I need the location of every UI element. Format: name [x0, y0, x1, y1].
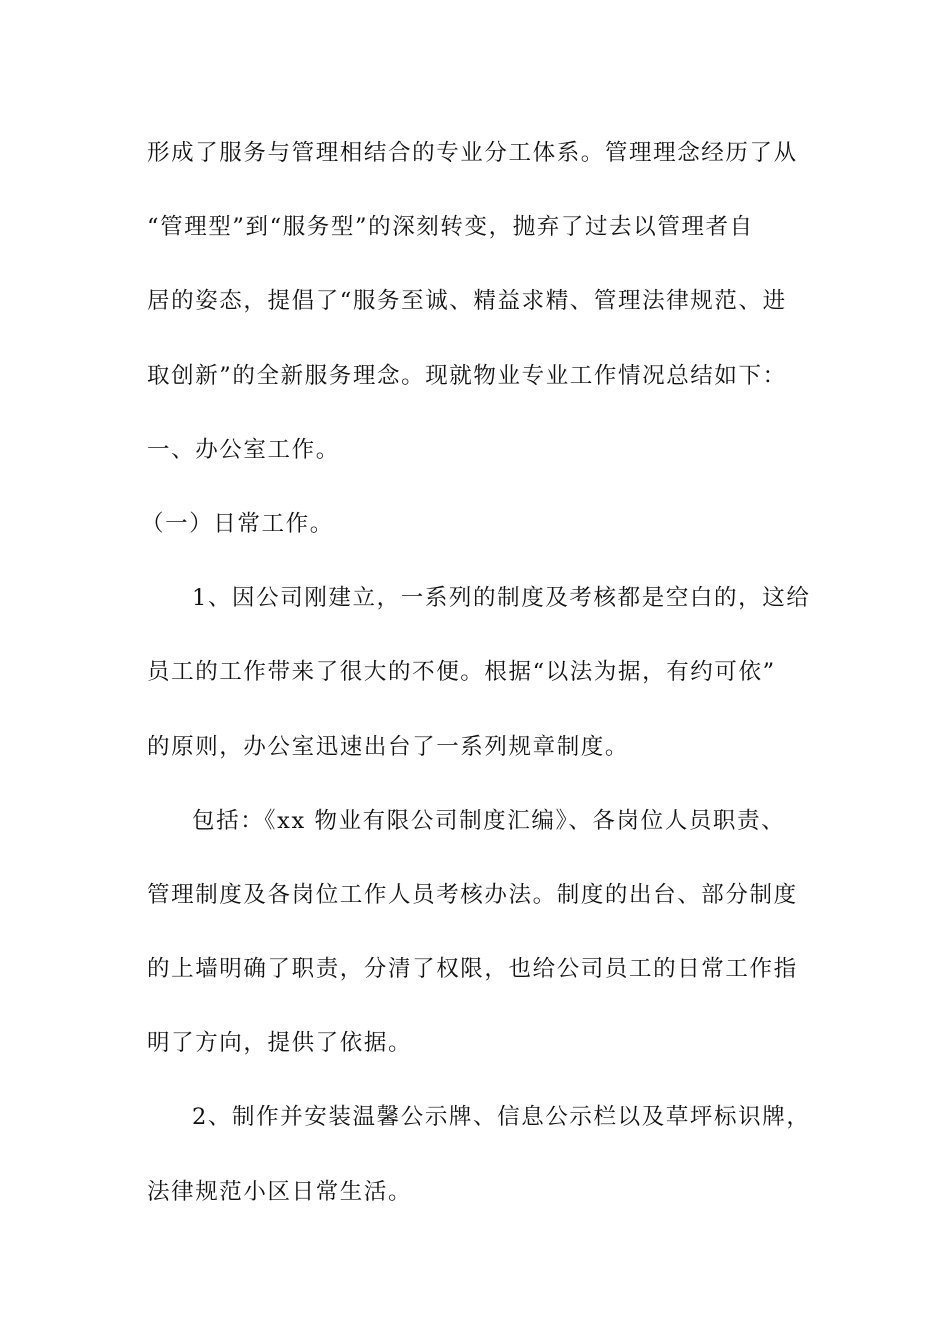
- text-line: 居的姿态，提倡了“服务至诚、精益求精、管理法律规范、进: [147, 288, 787, 315]
- text-line: 管理制度及各岗位工作人员考核办法。制度的出台、部分制度: [147, 881, 798, 908]
- text-line: 的原则，办公室迅速出台了一系列规章制度。: [147, 733, 630, 760]
- text-line: “管理型”到“服务型”的深刻转变，抛弃了过去以管理者自: [147, 214, 754, 241]
- body-text: [141, 128, 811, 1241]
- section-heading: 一、办公室工作。: [147, 436, 340, 463]
- text-line: 包括：《xx 物业有限公司制度汇编》、各岗位人员职责、: [192, 807, 786, 834]
- text-line: 取创新”的全新服务理念。现就物业专业工作情况总结如下：: [147, 362, 787, 389]
- subsection-heading: （一）日常工作。: [141, 510, 334, 537]
- text-line: 的上墙明确了职责，分清了权限，也给公司员工的日常工作指: [147, 956, 798, 983]
- text-line: 员工的工作带来了很大的不便。根据“以法为据，有约可依”: [147, 659, 776, 686]
- text-line: 明了方向，提供了依据。: [147, 1030, 413, 1057]
- text-line: 法律规范小区日常生活。: [147, 1178, 413, 1205]
- text-line: 2、制作并安装温馨公示牌、信息公示栏以及草坪标识牌，: [192, 1104, 811, 1131]
- text-line: 1、因公司刚建立，一系列的制度及考核都是空白的，这给: [192, 585, 811, 612]
- text-line: 形成了服务与管理相结合的专业分工体系。管理理念经历了从: [147, 140, 798, 166]
